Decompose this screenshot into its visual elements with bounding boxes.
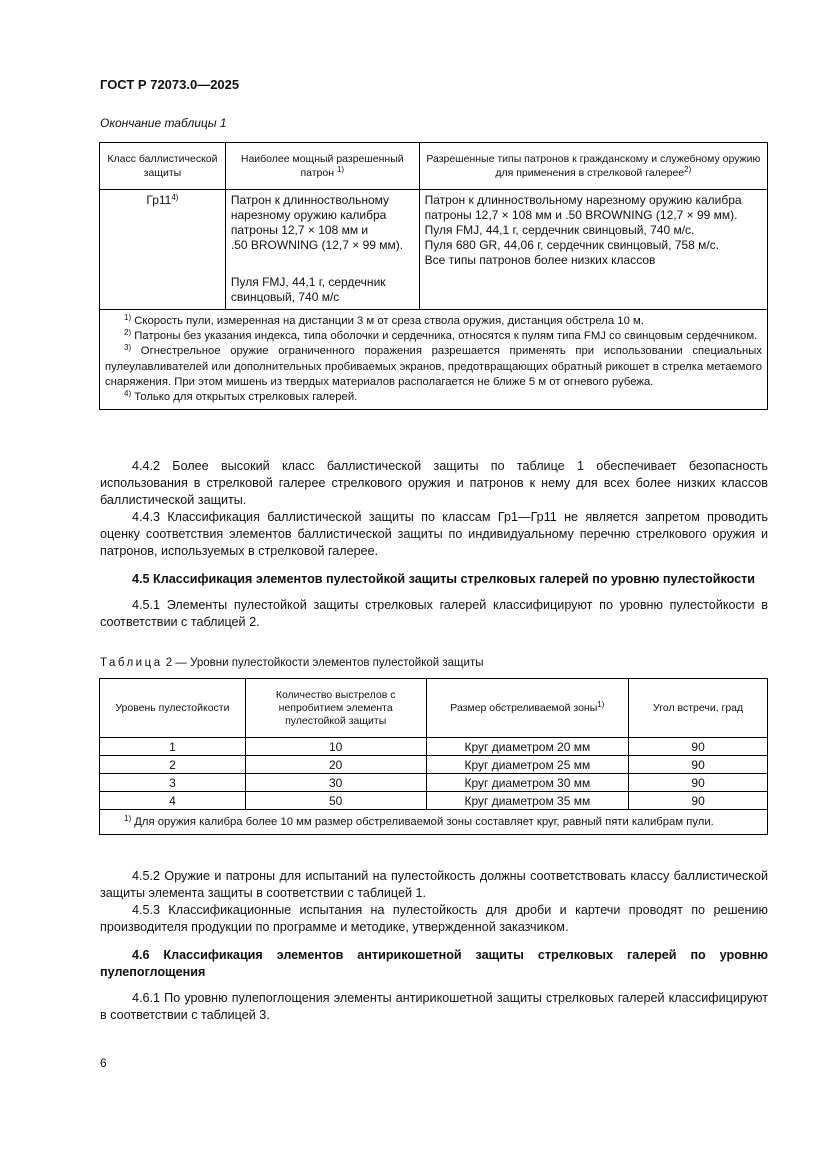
table2-header-level: Уровень пулестойкости bbox=[100, 679, 246, 738]
table2-notes-row bbox=[100, 810, 768, 835]
table1-header-permitted: Разрешенные типы патронов к гражданскому и служебному оружию для применения в стрелковой галерее$^{2)}$ bbox=[419, 143, 767, 190]
section-4-4-4-5-text bbox=[100, 458, 768, 631]
page-number: 6 bbox=[100, 1056, 107, 1070]
table1-header-row bbox=[100, 143, 768, 190]
section-heading-4-6: 4.6 Классификация элементов антирикошетной защиты стрелковых галерей по уровню пулепоглощения bbox=[100, 948, 768, 979]
table2-header-shots: Количество выстрелов с непробитием элемента пулестойкой защиты bbox=[245, 679, 426, 738]
table-row: 1 10 Круг диаметром 20 мм 90 bbox=[100, 738, 768, 756]
table1-note: $^{4)}$ Только для открытых стрелковых галерей. bbox=[124, 389, 358, 404]
table-row: 4 50 Круг диаметром 35 мм 90 bbox=[100, 792, 768, 810]
table2-caption: Таблица 2 — Уровни пулестойкости элементов пулестойкой защиты bbox=[100, 657, 484, 669]
table-row: 3 30 Круг диаметром 30 мм 90 bbox=[100, 774, 768, 792]
table1-cell-cartridge: Патрон к длинноствольному нарезному оружию калибра патроны 12,7 × 108 мм и .50 BROWNING (12,7 × 99 мм). Пуля FMJ, 44,1 г, сердечник свинцовый, 740 м/с bbox=[225, 190, 419, 310]
table1-notes bbox=[100, 310, 768, 410]
section-heading-4-5: 4.5 Классификация элементов пулестойкой защиты стрелковых галерей по уровню пулестойкости bbox=[132, 572, 756, 586]
table-row: 2 20 Круг диаметром 25 мм 90 bbox=[100, 756, 768, 774]
table1 bbox=[99, 142, 768, 410]
paragraph-4-4-3: 4.4.3 Классификация баллистической защиты по классам Гр1—Гр11 не является запретом проводить оценку соответствия элементов баллистической защиты по индивидуальному перечню стрелкового оружия и патронов, используемых в стрелковой галерее. bbox=[100, 510, 768, 558]
table1-note: $^{2)}$ Патроны без указания индекса, типа оболочки и сердечника, относятся к пулям типа FMJ со свинцовым сердечником. bbox=[124, 328, 758, 343]
table1-header-class: Класс баллистической защиты bbox=[100, 143, 226, 190]
section-4-5-4-6-text bbox=[100, 868, 768, 1024]
paragraph-4-5-2: 4.5.2 Оружие и патроны для испытаний на пулестойкость должны соответствовать классу баллистической защиты элемента защиты в соответствии с таблицей 1. bbox=[100, 869, 768, 900]
document-header: ГОСТ Р 72073.0—2025 bbox=[100, 77, 240, 92]
table1-caption: Окончание таблицы 1 bbox=[100, 116, 227, 130]
table1-cell-permitted: Патрон к длинноствольному нарезному оружию калибра патроны 12,7 × 108 мм и .50 BROWNING (12,7 × 99 мм). Пуля FMJ, 44,1 г, сердечник свинцовый, 740 м/с. Пуля 680 GR, 44,06 г, сердечник свинцовый, 758 м/с. Все типы патронов более низких классов bbox=[419, 190, 767, 310]
table2-header-row bbox=[100, 679, 768, 738]
table1-header-cartridge: Наиболее мощный разрешенный патрон $^{1)}$ bbox=[225, 143, 419, 190]
paragraph-4-5-3: 4.5.3 Классификационные испытания на пулестойкость для дроби и картечи проводят по решению производителя продукции по программе и методике, утвержденной заказчиком. bbox=[100, 903, 768, 934]
paragraph-4-4-2: 4.4.2 Более высокий класс баллистической защиты по таблице 1 обеспечивает безопасность использования в стрелковой галерее стрелкового оружия и патронов к нему для всех более низких классов баллистической защиты. bbox=[100, 459, 768, 507]
table1-cell-class: Гр11$^{4)}$ bbox=[100, 190, 226, 310]
table1-row bbox=[100, 190, 768, 310]
table1-note: $^{1)}$ Скорость пули, измеренная на дистанции 3 м от среза ствола оружия, дистанция обстрела 10 м. bbox=[124, 313, 644, 327]
table2 bbox=[99, 678, 768, 835]
table2-header-zone: Размер обстреливаемой зоны$^{1)}$ bbox=[426, 679, 629, 738]
table2-note: $^{1)}$ Для оружия калибра более 10 мм размер обстреливаемой зоны составляет круг, равный пяти калибрам пули. bbox=[100, 810, 768, 835]
table2-header-angle: Угол встречи, град bbox=[629, 679, 768, 738]
paragraph-4-6-1: 4.6.1 По уровню пулепоглощения элементы антирикошетной защиты стрелковых галерей классифицируют в соответствии с таблицей 3. bbox=[100, 991, 768, 1022]
table1-notes-row bbox=[100, 310, 768, 410]
paragraph-4-5-1: 4.5.1 Элементы пулестойкой защиты стрелковых галерей классифицируют по уровню пулестойкости в соответствии с таблицей 2. bbox=[100, 598, 768, 629]
table1-note: $^{3)}$ Огнестрельное оружие ограниченного поражения разрешается применять при использовании специальных пулеулавливателей или дополнительных пробиваемых экранов, предотвращающих обратный рикошет в стрелка метаемого снаряжения. При этом мишень из твердых материалов располагается не ближе 5 м от огневого рубежа. bbox=[105, 343, 762, 388]
